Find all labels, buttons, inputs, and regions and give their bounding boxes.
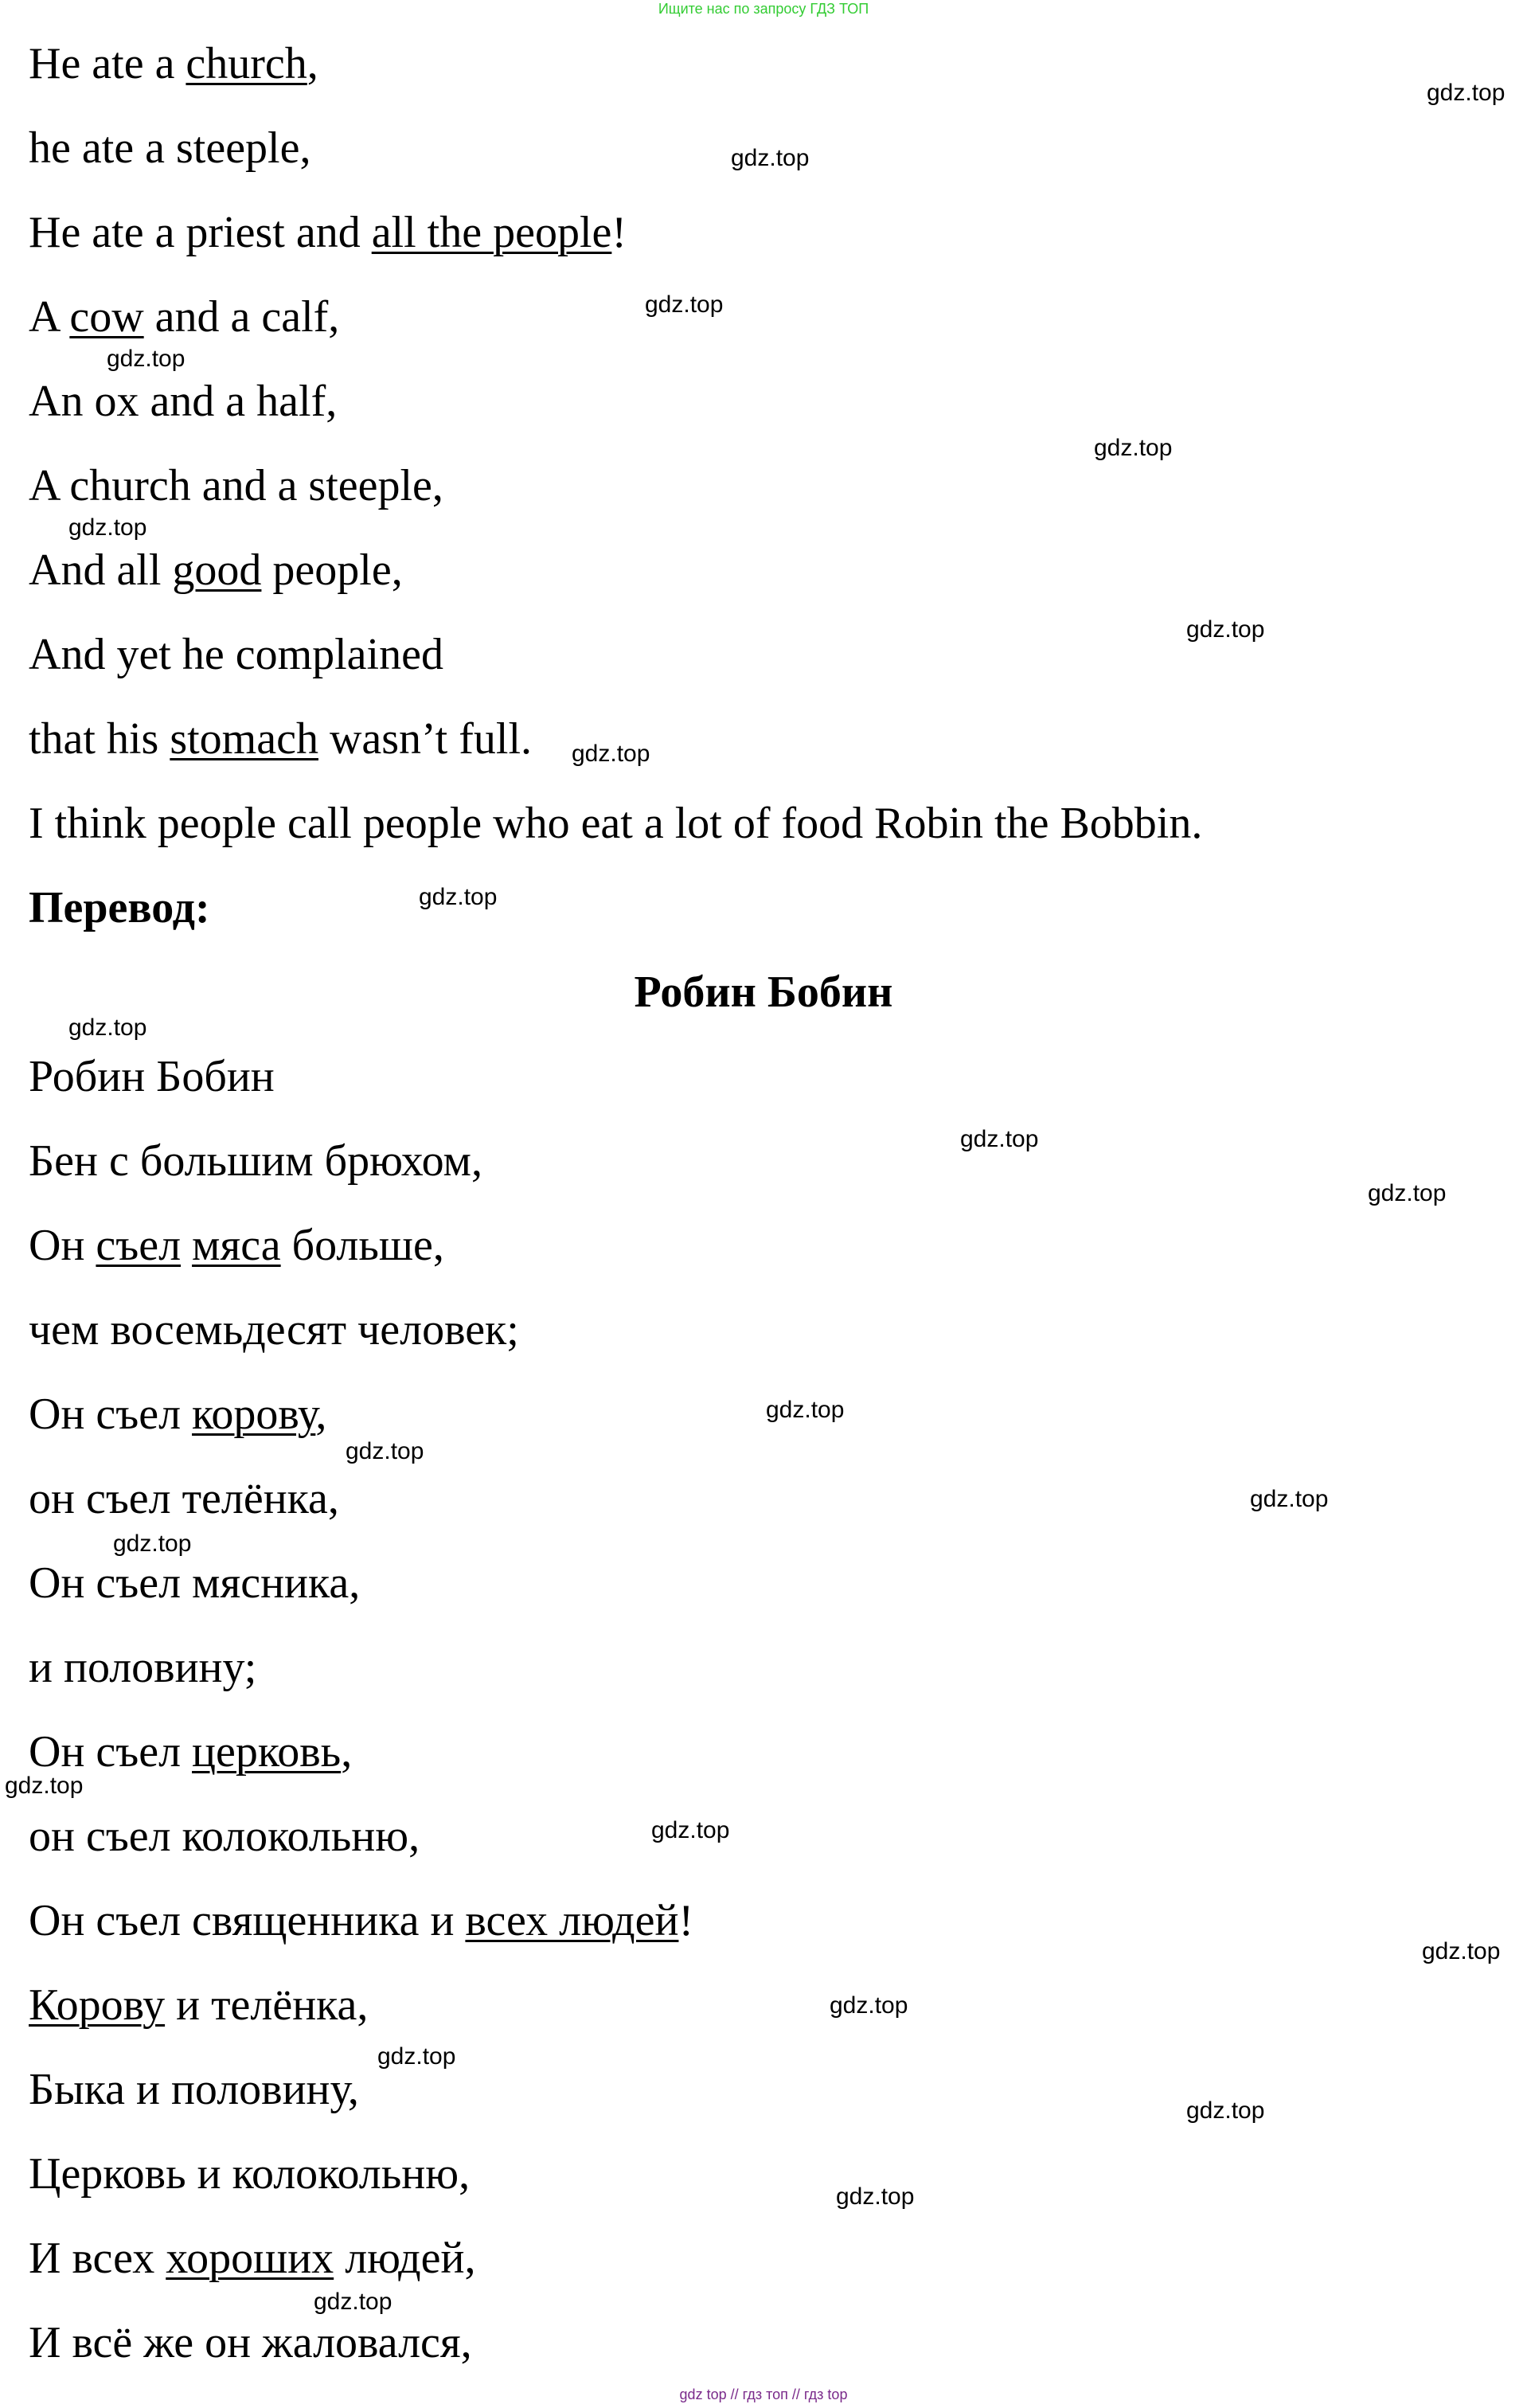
answer-sentence: I think people call people who eat a lot of food Robin the Bobbin.: [29, 799, 1203, 848]
watermark: gdz.top: [766, 1397, 845, 1423]
text: Он: [29, 1221, 96, 1270]
translation-line-7: Он съел мясника,: [29, 1558, 361, 1608]
watermark: gdz.top: [68, 1014, 147, 1041]
watermark: gdz.top: [346, 1438, 424, 1464]
underlined-word: stomach: [170, 714, 318, 764]
watermark: gdz.top: [1422, 1938, 1501, 1964]
watermark: gdz.top: [5, 1773, 84, 1799]
poem-line-5: An ox and a half,: [29, 377, 338, 426]
watermark: gdz.top: [1427, 80, 1506, 106]
watermark: gdz.top: [731, 145, 810, 171]
translation-line-15: [29, 2233, 475, 2284]
translation-line-1: Робин Бобин: [29, 1052, 275, 1101]
watermark: gdz.top: [645, 291, 724, 318]
underlined-word: корову: [192, 1390, 316, 1439]
text: Он съел священника и: [29, 1896, 466, 1945]
watermark: gdz.top: [1186, 2097, 1265, 2124]
underlined-word: Корову: [29, 1980, 166, 2030]
poem-line-4: [29, 291, 339, 342]
text: Он съел: [29, 1390, 193, 1439]
underlined-word: cow: [69, 292, 144, 342]
underlined-word: хороших: [166, 2234, 334, 2283]
poem-line-7: [29, 545, 403, 596]
watermark: gdz.top: [419, 884, 498, 910]
text: больше,: [280, 1221, 444, 1270]
watermark: gdz.top: [1186, 616, 1265, 643]
text: He ate a priest and: [29, 208, 372, 257]
watermark: gdz.top: [107, 346, 186, 372]
text: A: [29, 292, 70, 342]
footer: gdz top // гдз топ // гдз top: [679, 2386, 848, 2402]
top-banner: Ищите нас по запросу ГДЗ ТОП: [658, 1, 869, 17]
text: wasn’t full.: [318, 714, 533, 764]
watermark: gdz.top: [1368, 1180, 1447, 1206]
text: people,: [261, 545, 403, 595]
poem-line-9: [29, 713, 532, 764]
translation-line-9: [29, 1726, 352, 1777]
poem-line-8: And yet he complained: [29, 630, 443, 679]
translation-line-10: он съел колокольню,: [29, 1812, 420, 1861]
text: людей,: [334, 2234, 476, 2283]
poem-line-2: he ate a steeple,: [29, 123, 311, 173]
poem-line-6: A church and a steeple,: [29, 461, 443, 510]
underlined-phrase: всех людей: [465, 1896, 679, 1945]
translation-line-3: [29, 1220, 444, 1271]
text: He ate a: [29, 39, 186, 88]
underlined-phrase: all the people: [371, 208, 612, 257]
translation-line-4: чем восемьдесят человек;: [29, 1305, 519, 1354]
translation-line-6: он съел телёнка,: [29, 1474, 339, 1523]
text: [181, 1221, 192, 1270]
watermark: gdz.top: [1250, 1486, 1329, 1512]
text: и телёнка,: [165, 1980, 369, 2030]
underlined-word: съел: [96, 1221, 182, 1270]
translation-line-11: [29, 1895, 693, 1946]
translation-line-2: Бен с большим брюхом,: [29, 1136, 482, 1186]
text: !: [611, 208, 627, 257]
poem-line-1: [29, 38, 318, 89]
underlined-word: церковь: [192, 1727, 342, 1777]
translation-line-14: Церковь и колокольню,: [29, 2149, 471, 2199]
translation-line-12: [29, 1980, 368, 2031]
text: !: [678, 1896, 694, 1945]
watermark: gdz.top: [836, 2183, 915, 2210]
watermark: gdz.top: [830, 1992, 908, 2019]
text: that his: [29, 714, 170, 764]
text: ,: [315, 1390, 327, 1439]
translation-line-13: Быка и половину,: [29, 2065, 359, 2114]
watermark: gdz.top: [113, 1530, 192, 1557]
underlined-word: мяса: [192, 1221, 281, 1270]
watermark: gdz.top: [572, 741, 650, 767]
watermark: gdz.top: [377, 2043, 456, 2070]
underlined-word: church: [186, 39, 307, 88]
translation-line-5: [29, 1389, 326, 1440]
underlined-word: good: [172, 545, 262, 595]
watermark: gdz.top: [314, 2289, 392, 2315]
poem-title: Робин Бобин: [634, 968, 893, 1017]
poem-line-3: [29, 207, 627, 258]
text: ,: [341, 1727, 353, 1777]
watermark: gdz.top: [960, 1126, 1039, 1152]
watermark: gdz.top: [651, 1817, 730, 1843]
watermark: gdz.top: [1094, 435, 1173, 461]
translation-line-16: И всё же он жаловался,: [29, 2318, 472, 2367]
text: Он съел: [29, 1727, 193, 1777]
text: ,: [307, 39, 318, 88]
watermark: gdz.top: [68, 514, 147, 541]
translation-line-8: и половину;: [29, 1643, 257, 1692]
text: И всех: [29, 2234, 166, 2283]
translation-heading: Перевод:: [29, 883, 210, 932]
text: And all: [29, 545, 173, 595]
text: and a calf,: [143, 292, 340, 342]
